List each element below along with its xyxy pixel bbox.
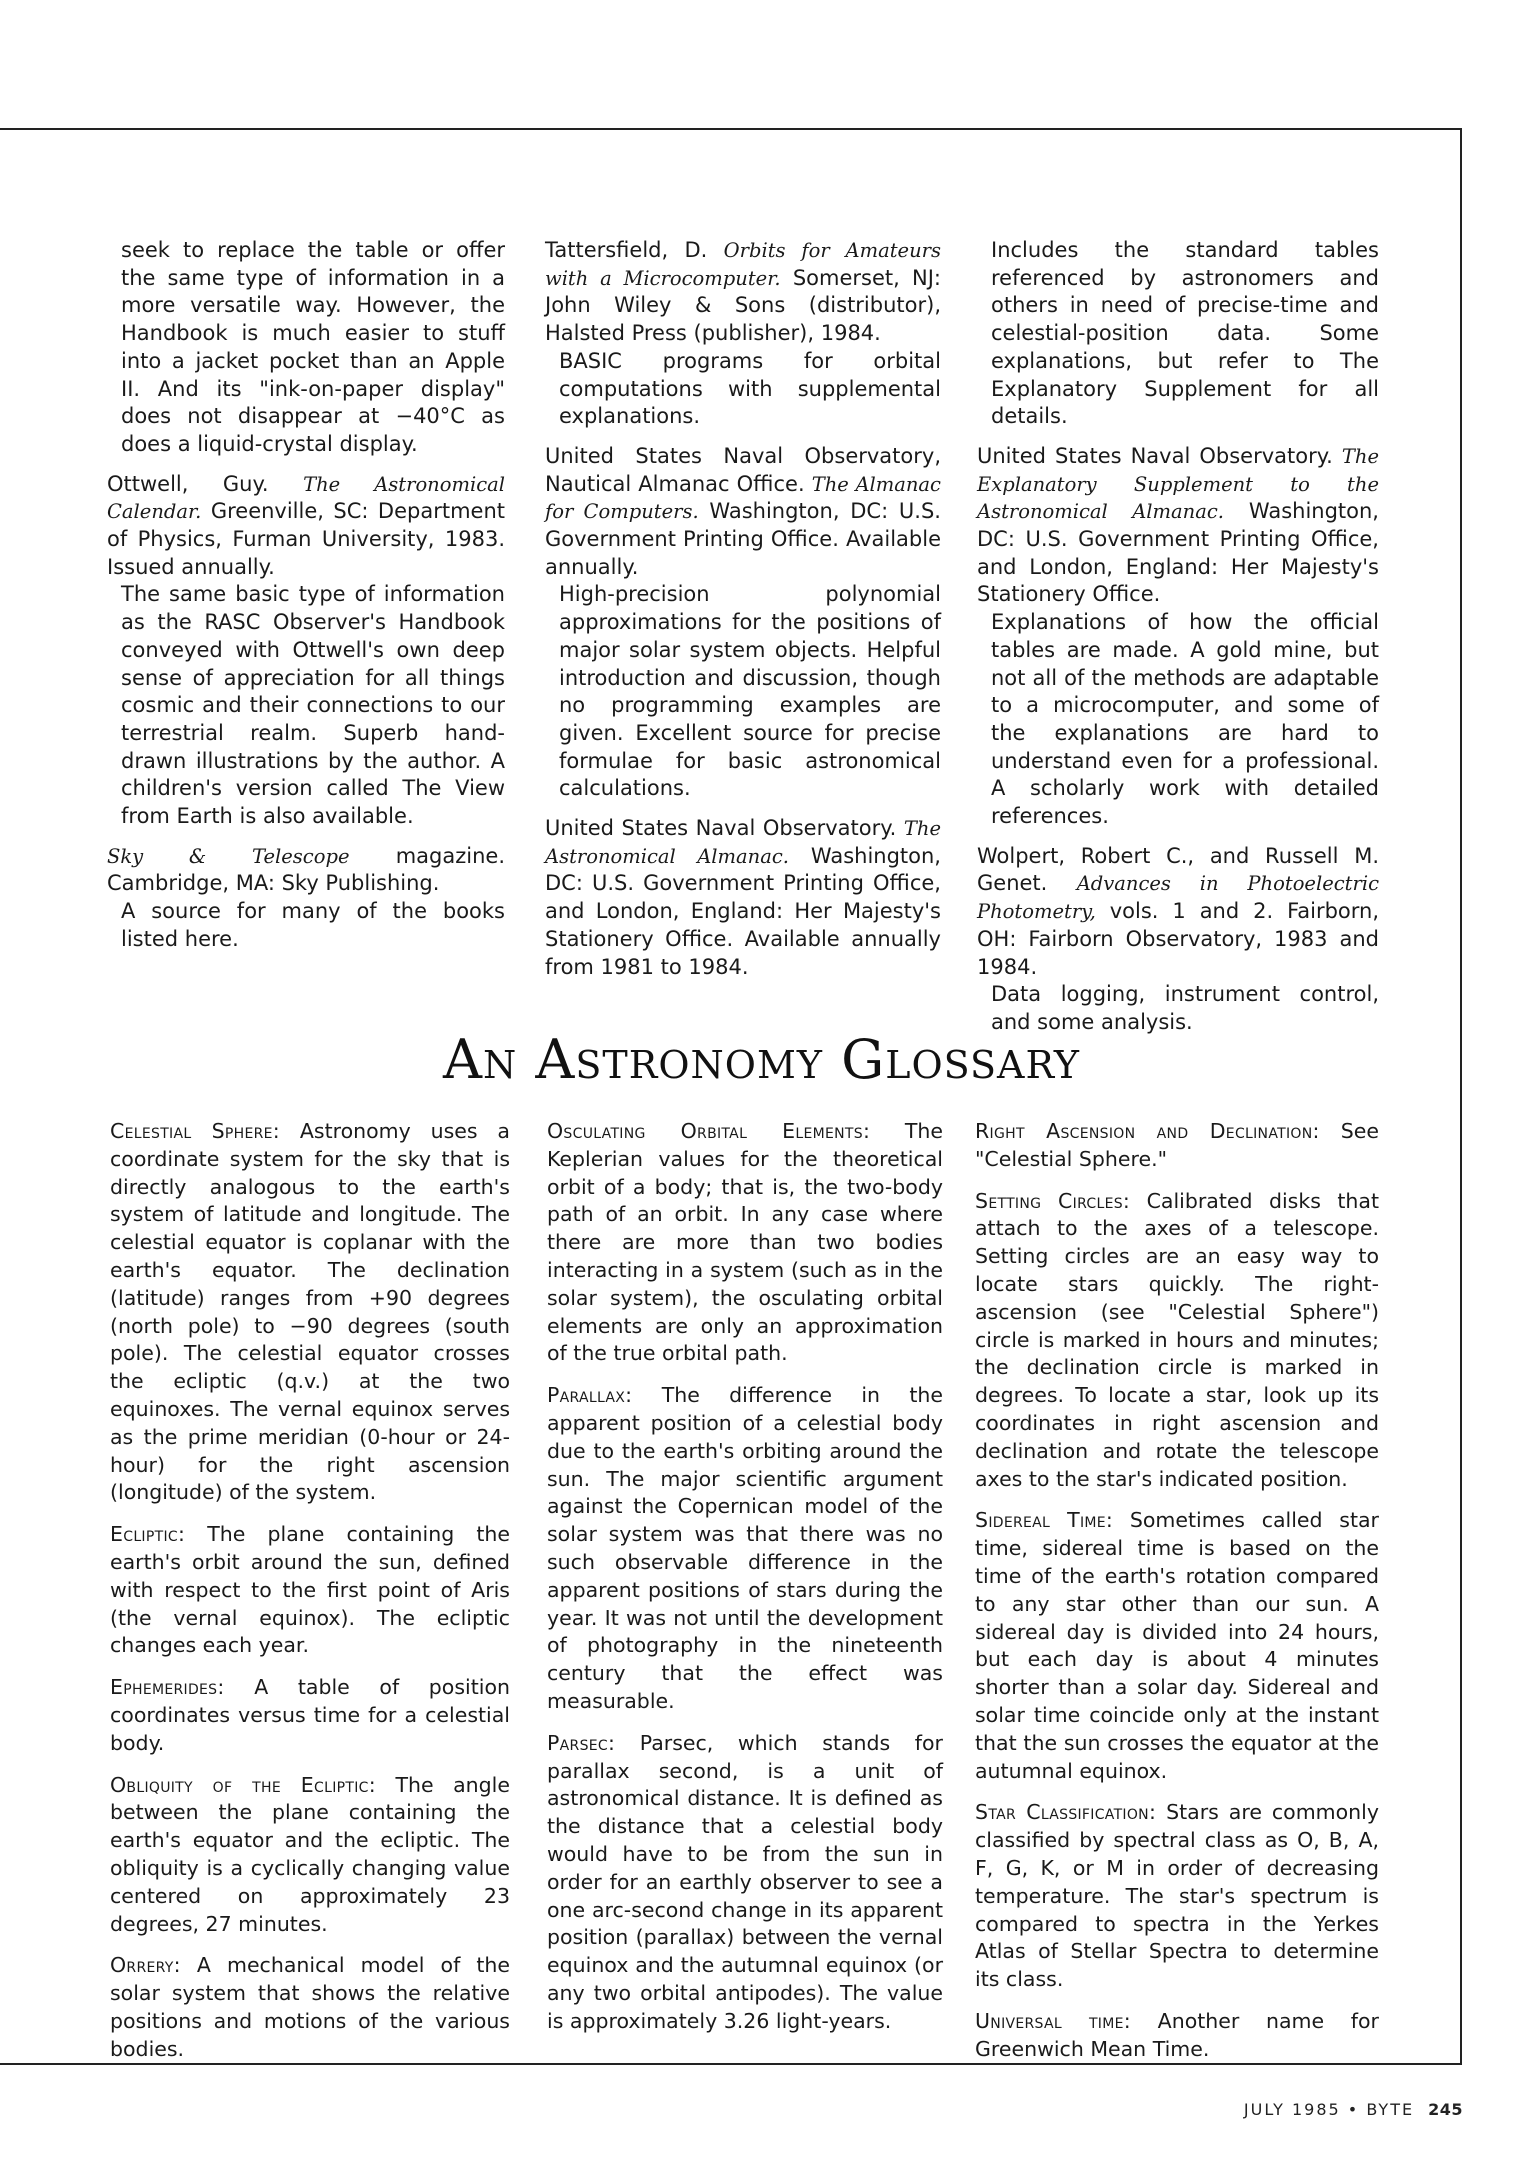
reference-note: Explanations of how the official tables are made. A gold mine, but not all of the methods are adaptable to a microcomputer, and some of the explanations are hard to understand even for a professional. A scholarly work with detailed references. bbox=[991, 610, 1379, 829]
glossary-term: Right Ascension and Declination: bbox=[975, 1119, 1320, 1143]
reference-entry: Tattersfield, D. Orbits for Amateurs with a Microcomputer. Somerset, NJ: John Wiley & Sons (distributor), Halsted Press (publisher), 1984. bbox=[545, 238, 941, 346]
glossary-term: Ephemerides: bbox=[110, 1675, 225, 1700]
references-column-3 bbox=[977, 237, 1379, 1049]
glossary-definition: Another name for Greenwich Mean Time. bbox=[975, 2008, 1379, 2061]
glossary-term: Parsec: bbox=[547, 1730, 616, 1755]
glossary-entry bbox=[975, 1118, 1379, 1174]
reference-note: Data logging, instrument control, and some analysis. bbox=[991, 982, 1379, 1034]
glossary-entry bbox=[110, 1952, 510, 2063]
reference-entry: Ottwell, Guy. The Astronomical Calendar. Greenville, SC: Department of Physics, Furman University, 1983. Issued annually. bbox=[107, 471, 505, 579]
reference-entry: Wolpert, Robert C., and Russell M. Genet. Advances in Photoelectric Photometry, vols. 1 and 2. Fairborn, OH: Fairborn Observatory, 1983 and 1984. bbox=[977, 843, 1379, 979]
glossary-term: Setting Circles: bbox=[975, 1188, 1131, 1213]
page-footer bbox=[1244, 2100, 1463, 2119]
reference-entry: United States Naval Observatory. The Explanatory Supplement to the Astronomical Almanac. Washington, DC: U.S. Government Printing Office, and London, England: Her Majesty's Stationery Office. bbox=[977, 443, 1379, 607]
glossary-term: Universal time: bbox=[975, 2008, 1131, 2033]
references-column-1 bbox=[107, 237, 505, 966]
references-column-2 bbox=[545, 237, 941, 981]
reference-note: High-precision polynomial approximations for the positions of major solar system objects. Helpful introduction and discussion, though no programming examples are given. Excellent source for precise formulae for basic astronomical calculations. bbox=[559, 582, 941, 801]
glossary-column-1 bbox=[110, 1118, 510, 2078]
glossary-term: Parallax: bbox=[547, 1383, 633, 1408]
glossary-definition: The plane containing the earth's orbit around the sun, defined with respect to the first point of Aris (the vernal equinox). The ecliptic changes each year. bbox=[110, 1522, 510, 1658]
glossary-term: Ecliptic: bbox=[110, 1522, 186, 1547]
glossary-definition: Astronomy uses a coordinate system for the sky that is directly analogous to the earth's system of latitude and longitude. The celestial equator is coplanar with the earth's equator. The declination (latitude) ranges from +90 degrees (north pole) to −90 degrees (south pole). The celestial equator crosses the ecliptic (q.v.) at the two equinoxes. The vernal equinox serves as the prime meridian (0-hour or 24-hour) for the right ascension (longitude) of the system. bbox=[110, 1119, 510, 1505]
glossary-column-2 bbox=[547, 1118, 943, 2050]
glossary-entry bbox=[975, 2008, 1379, 2064]
glossary-entry bbox=[547, 1382, 943, 1716]
glossary-definition: A mechanical model of the solar system that shows the relative positions and motions of the various bodies. bbox=[110, 1953, 510, 2061]
glossary-term: Sidereal Time: bbox=[975, 1508, 1114, 1533]
glossary-entry bbox=[975, 1799, 1379, 1994]
glossary-definition: A table of position coordinates versus time for a celestial body. bbox=[110, 1675, 510, 1755]
glossary-title: An Astronomy Glossary bbox=[442, 1028, 1080, 1091]
glossary-definition: Sometimes called star time, sidereal time is based on the time of the earth's rotation compared to any star other than our sun. A sidereal day is divided into 24 hours, but each day is about 4 minutes shorter than a solar day. Sidereal and solar time coincide only at the instant that the sun crosses the equator at the autumnal equinox. bbox=[975, 1508, 1379, 1783]
glossary-definition: The Keplerian values for the theoretical orbit of a body; that is, the two-body path of an orbit. In any case where there are more than two bodies interacting in a system (such as in the solar system), the osculating orbital elements are only an approximation of the true orbital path. bbox=[547, 1119, 943, 1366]
glossary-term: Celestial Sphere: bbox=[110, 1119, 281, 1143]
glossary-definition: The angle between the plane containing the earth's equator and the ecliptic. The obliquity is a cyclically changing value centered on approximately 23 degrees, 27 minutes. bbox=[110, 1772, 510, 1936]
glossary-definition: See "Celestial Sphere." bbox=[975, 1119, 1379, 1171]
glossary-entry bbox=[110, 1521, 510, 1660]
page-frame-right-rule bbox=[1460, 128, 1462, 2063]
reference-entry: United States Naval Observatory, Nautical Almanac Office. The Almanac for Computers. Washington, DC: U.S. Government Printing Office. Available annually. bbox=[545, 443, 941, 579]
glossary-entry bbox=[110, 1772, 510, 1939]
glossary-entry bbox=[975, 1188, 1379, 1494]
page-frame-top-rule bbox=[0, 128, 1462, 130]
glossary-term: Orrery: bbox=[110, 1953, 181, 1978]
reference-note: A source for many of the books listed here. bbox=[121, 899, 505, 951]
page-number: 245 bbox=[1428, 2100, 1463, 2119]
glossary-term: Osculating Orbital Elements: bbox=[547, 1119, 871, 1143]
reference-note: BASIC programs for orbital computations with supplemental explanations. bbox=[559, 348, 941, 429]
reference-note: The same basic type of information as the RASC Observer's Handbook conveyed with Ottwell's own deep sense of appreciation for all things cosmic and their connections to our terrestrial realm. Superb hand-drawn illustrations by the author. A children's version called The View from Earth is also available. bbox=[121, 582, 505, 829]
glossary-entry bbox=[975, 1507, 1379, 1785]
glossary-term: Obliquity of the Ecliptic: bbox=[110, 1772, 376, 1797]
glossary-entry bbox=[110, 1118, 510, 1507]
footer-issue: JULY 1985 • BYTE bbox=[1243, 2100, 1415, 2119]
reference-entry: Sky & Telescope magazine. Cambridge, MA: Sky Publishing. bbox=[107, 843, 505, 896]
glossary-column-3 bbox=[975, 1118, 1379, 2078]
glossary-definition: Parsec, which stands for parallax second, is a unit of astronomical distance. It is defined as the distance that a celestial body would have to be from the sun in order for an earthly observer to see a one arc-second change in its apparent position (parallax) between the vernal equinox and the autumnal equinox (or any two orbital antipodes). The value is approximately 3.26 light-years. bbox=[547, 1730, 943, 2033]
glossary-entry bbox=[547, 1730, 943, 2036]
glossary-definition: Calibrated disks that attach to the axes of a telescope. Setting circles are an easy way to locate stars quickly. The right-ascension (see "Celestial Sphere") circle is marked in hours and minutes; the declination circle is marked in degrees. To locate a star, look up its coordinates in right ascension and declination and rotate the telescope axes to the star's indicated position. bbox=[975, 1188, 1379, 1491]
glossary-definition: Stars are commonly classified by spectral class as O, B, A, F, G, K, or M in order of decreasing temperature. The star's spectrum is compared to spectra in the Yerkes Atlas of Stellar Spectra to determine its class. bbox=[975, 1800, 1379, 1992]
glossary-term: Star Classification: bbox=[975, 1800, 1157, 1825]
glossary-definition: The difference in the apparent position of a celestial body due to the earth's orbiting around the sun. The major scientific argument against the Copernican model of the solar system was that there was no such observable difference in the apparent positions of stars during the year. It was not until the development of photography in the nineteenth century that the effect was measurable. bbox=[547, 1383, 943, 1713]
glossary-entry bbox=[547, 1118, 943, 1368]
reference-note: Includes the standard tables referenced by astronomers and others in need of precise-time and celestial-position data. Some explanations, but refer to The Explanatory Supplement for all details. bbox=[991, 238, 1379, 429]
glossary-entry bbox=[110, 1674, 510, 1757]
reference-note: seek to replace the table or offer the same type of information in a more versatile way. However, the Handbook is much easier to stuff into a jacket pocket than an Apple II. And its "ink-on-paper display" does not disappear at −40°C as does a liquid-crystal display. bbox=[121, 238, 505, 456]
reference-entry: United States Naval Observatory. The Astronomical Almanac. Washington, DC: U.S. Government Printing Office, and London, England: Her Majesty's Stationery Office. Available annually from 1981 to 1984. bbox=[545, 816, 941, 979]
